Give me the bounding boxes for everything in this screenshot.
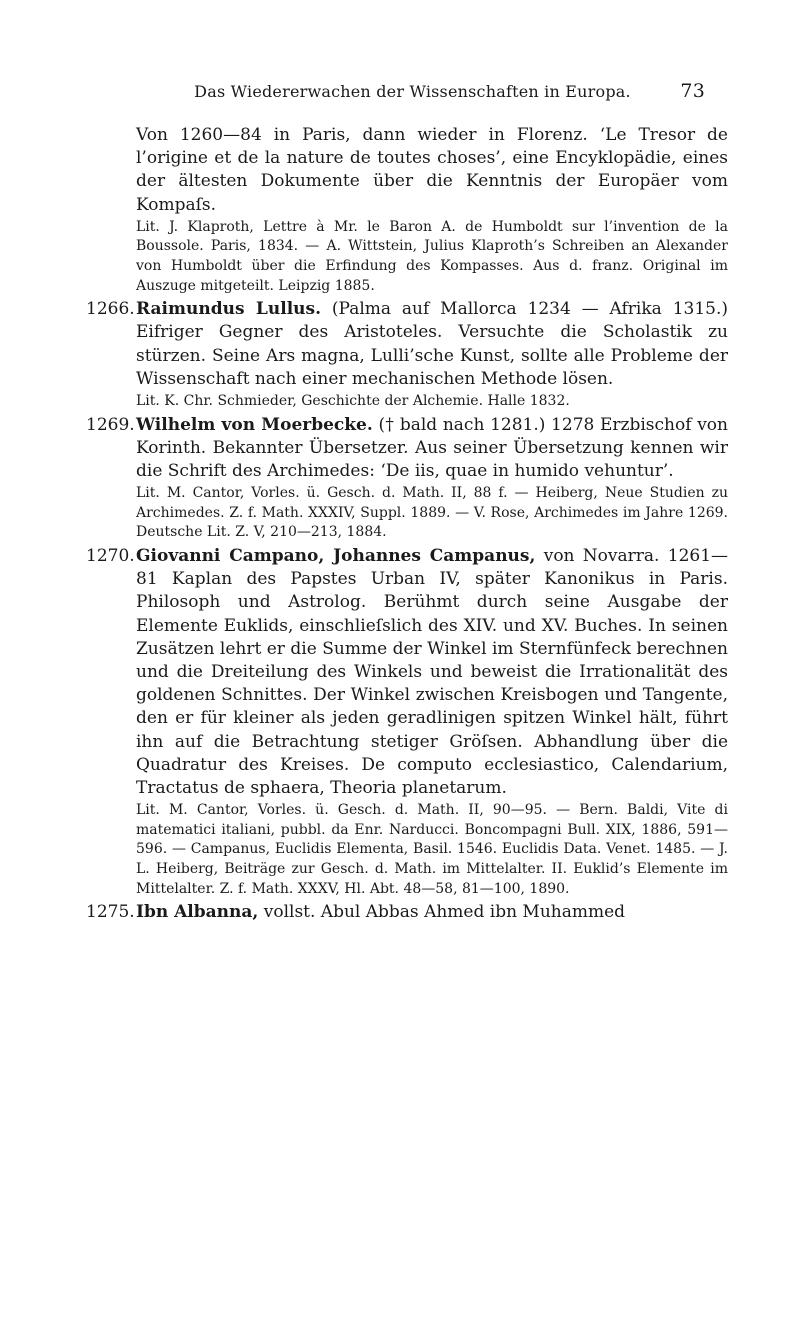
entry-text [136, 545, 728, 800]
entry-year: 1269. [86, 414, 135, 435]
entry-text [136, 414, 728, 484]
entry-moerbecke [86, 414, 728, 543]
entry-name: Ibn Albanna, [136, 902, 259, 923]
page-body [86, 124, 728, 924]
intro-literature: Lit. J. Klaproth, Lettre à Mr. le Baron A. de Humboldt sur l’invention de la Boussole. Paris, 1834. — A. Wittstein, Julius Klaproth’s Schreiben an Alexander von Humboldt über die Erfindung des Kompasses. Aus d. franz. Original im Auszuge mitgeteilt. Leipzig 1885. [136, 218, 728, 294]
entry-body: vollst. Abul Abbas Ahmed ibn Muhammed [263, 902, 626, 923]
entry-literature: Lit. K. Chr. Schmieder, Geschichte der Alchemie. Halle 1832. [136, 393, 570, 409]
entry-campanus [86, 545, 728, 899]
entry-year: 1275. [86, 902, 135, 923]
entry-albanna [86, 901, 728, 924]
entry-year: 1270. [86, 545, 135, 566]
intro-entry [86, 124, 728, 296]
entry-name: Giovanni Campano, Johannes Campanus, [136, 545, 536, 566]
intro-text: Von 1260—84 in Paris, dann wieder in Florenz. ‘Le Tresor de l’origine et de la nature de toutes choses’, eine Encyklopädie, eines der ältesten Dokumente über die Kenntnis der Europäer vom Kompaſs. [136, 125, 728, 215]
entry-text [136, 901, 728, 924]
entry-lullus [86, 298, 728, 411]
entry-literature: Lit. M. Cantor, Vorles. ü. Gesch. d. Math. II, 90—95. — Bern. Baldi, Vite di matematici italiani, pubbl. da Enr. Narducci. Boncompagni Bull. XIX, 1886, 591—596. — Campanus, Euclidis Elementa, Basil. 1546. Euclidis Data. Venet. 1485. — J. L. Heiberg, Beiträge zur Gesch. d. Math. im Mittelalter. II. Euklid’s Elemente im Mittelalter. Z. f. Math. XXXV, Hl. Abt. 48—58, 81—100, 1890. [136, 802, 728, 897]
entry-name: Wilhelm von Moerbecke. [136, 414, 373, 435]
entry-body: von Novarra. 1261—81 Kaplan des Papstes Urban IV, später Kanonikus in Paris. Philosoph und Astrolog. Berühmt durch seine Ausgabe der Elemente Euklids, einschlieſslich des XIV. und XV. Buches. In seinen Zusätzen lehrt er die Summe der Winkel im Sternfünfeck berechnen und die Dreiteilung des Winkels und beweist die Irrationalität des goldenen Schnittes. Der Winkel zwischen Kreisbogen und Tangente, den er für kleiner als jeden geradlinigen spitzen Winkel hält, führt ihn auf die Betrachtung stetiger Gröſsen. Abhandlung über die Quadratur des Kreises. De computo ecclesiastico, Calendarium, Tractatus de sphaera, Theoria planetarum. [136, 545, 729, 799]
running-title: Das Wiedererwachen der Wissenschaften in Europa. [194, 82, 631, 101]
entry-name: Raimundus Lullus. [136, 299, 321, 320]
running-head [120, 82, 705, 101]
entry-year: 1266. [86, 299, 135, 320]
entry-text [136, 298, 728, 391]
entry-body: (Palma auf Mallorca 1234 — Afrika 1315.) Eifriger Gegner des Aristoteles. Versuchte die Scholastik zu stürzen. Seine Ars magna, Lulli’sche Kunst, sollte alle Probleme der Wissenschaft nach einer mechanischen Methode lösen. [136, 299, 728, 389]
page-number: 73 [680, 80, 705, 102]
entry-body: († bald nach 1281.) 1278 Erzbischof von Korinth. Bekannter Übersetzer. Aus seiner Übersetzung kennen wir die Schrift des Archimedes: ‘De iis, quae in humido vehuntur’. [136, 414, 728, 481]
entry-literature: Lit. M. Cantor, Vorles. ü. Gesch. d. Math. II, 88 f. — Heiberg, Neue Studien zu Archimedes. Z. f. Math. XXXIV, Suppl. 1889. — V. Rose, Archimedes im Jahre 1269. Deutsche Lit. Z. V, 210—213, 1884. [136, 485, 728, 541]
